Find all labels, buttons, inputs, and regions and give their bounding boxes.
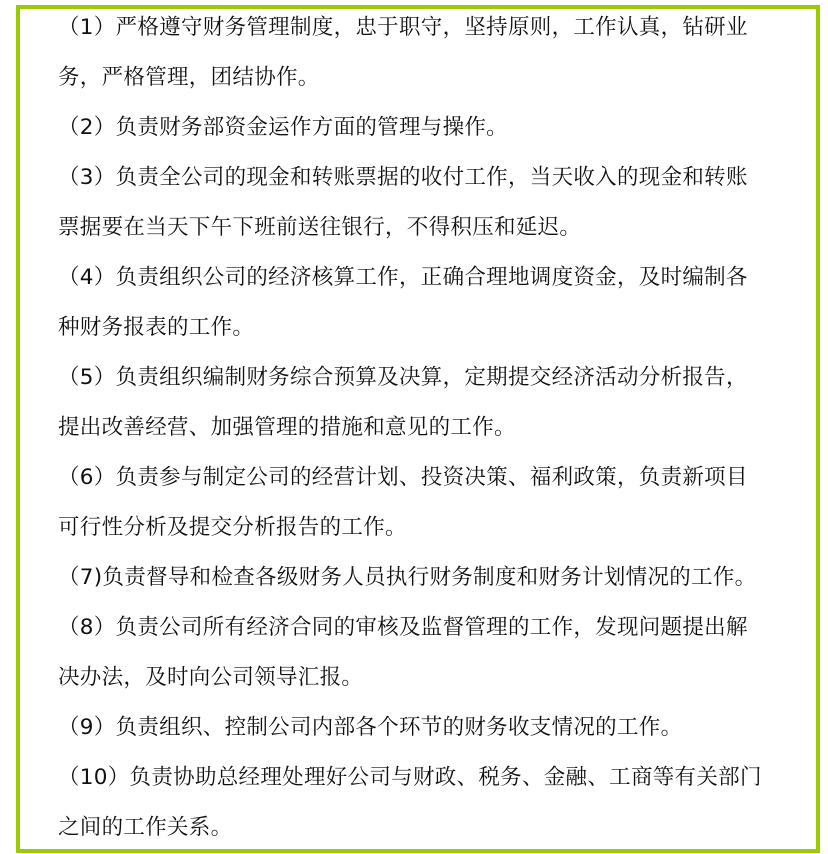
duty-item [58,603,778,703]
duty-item [58,253,778,353]
duty-text-line: （1）严格遵守财务管理制度，忠于职守，坚持原则，工作认真，钻研业 [58,15,748,40]
duty-text-line: 提出改善经营、加强管理的措施和意见的工作。 [58,415,516,440]
duty-text-line: （3）负责全公司的现金和转账票据的收付工作，当天收入的现金和转账 [58,165,748,190]
duty-text-line: 可行性分析及提交分析报告的工作。 [58,515,407,540]
duty-text-line: （10）负责协助总经理处理好公司与财政、税务、金融、工商等有关部门 [58,765,762,790]
duty-text-line: 之间的工作关系。 [58,815,233,840]
duty-text-line: 种财务报表的工作。 [58,315,255,340]
duty-item [58,703,778,753]
duty-text-line: （9）负责组织、控制公司内部各个环节的财务收支情况的工作。 [58,715,683,740]
duty-text-line: （4）负责组织公司的经济核算工作，正确合理地调度资金，及时编制各 [58,265,748,290]
duty-list [58,3,778,853]
duty-text-line: （7)负责督导和检查各级财务人员执行财务制度和财务计划情况的工作。 [58,565,757,590]
duty-item [58,553,778,603]
duty-item [58,453,778,553]
duty-text-line: （8）负责公司所有经济合同的审核及监督管理的工作，发现问题提出解 [58,615,748,640]
duty-text-line: 票据要在当天下午下班前送往银行，不得积压和延迟。 [58,215,582,240]
duty-text-line: 务，严格管理，团结协作。 [58,65,320,90]
duty-item [58,3,778,103]
duty-text-line: （5）负责组织编制财务综合预算及决算，定期提交经济活动分析报告， [58,365,748,390]
duty-item [58,753,778,853]
duty-item [58,103,778,153]
duty-text-line: （2）负责财务部资金运作方面的管理与操作。 [58,115,508,140]
duty-text-line: （6）负责参与制定公司的经营计划、投资决策、福利政策，负责新项目 [58,465,748,490]
duty-item [58,353,778,453]
duty-item [58,153,778,253]
duty-text-line: 决办法，及时向公司领导汇报。 [58,665,364,690]
